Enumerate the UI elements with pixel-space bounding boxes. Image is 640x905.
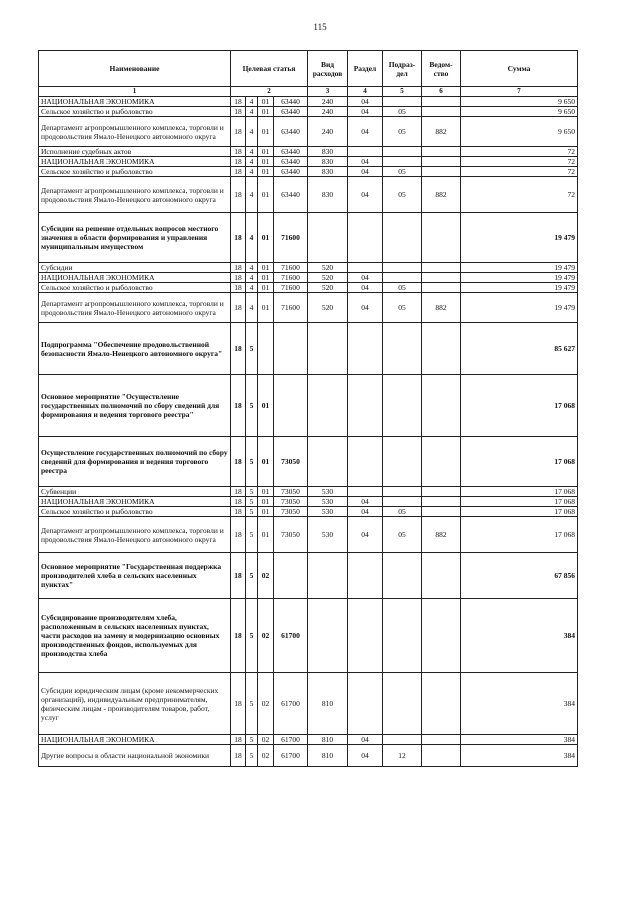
col-number: 3 (308, 87, 348, 97)
row-sum: 19 479 (461, 283, 578, 293)
row-code-a: 18 (231, 487, 246, 497)
page-number: 115 (313, 22, 327, 32)
row-code-c: 01 (258, 117, 274, 147)
row-section: 04 (348, 273, 383, 283)
table-row (39, 553, 578, 599)
row-code-b: 4 (246, 167, 258, 177)
row-sum: 72 (461, 147, 578, 157)
table-row (39, 673, 578, 735)
row-section (348, 263, 383, 273)
col-number: 7 (461, 87, 578, 97)
header-name: Наименование (39, 51, 231, 87)
row-code-d: 63440 (274, 107, 308, 117)
row-expense-type: 520 (308, 283, 348, 293)
row-code-b: 5 (246, 375, 258, 437)
row-code-a: 18 (231, 263, 246, 273)
row-dept (422, 167, 461, 177)
row-sum: 19 479 (461, 263, 578, 273)
row-subsection (383, 673, 422, 735)
row-expense-type: 530 (308, 507, 348, 517)
row-name: Департамент агропромышленного комплекса, торговли и продовольствия Ямало-Ненецкого автономного округа (39, 517, 231, 553)
row-name: НАЦИОНАЛЬНАЯ ЭКОНОМИКА (39, 497, 231, 507)
header-subsection: Подраз-дел (383, 51, 422, 87)
row-dept (422, 497, 461, 507)
row-expense-type: 830 (308, 147, 348, 157)
row-dept (422, 97, 461, 107)
col-number: 6 (422, 87, 461, 97)
table-body (39, 97, 578, 767)
row-sum: 17 068 (461, 507, 578, 517)
row-name: НАЦИОНАЛЬНАЯ ЭКОНОМИКА (39, 97, 231, 107)
table-row (39, 323, 578, 375)
row-code-a: 18 (231, 157, 246, 167)
row-dept (422, 735, 461, 745)
row-code-d: 61700 (274, 673, 308, 735)
row-dept (422, 283, 461, 293)
row-section: 04 (348, 497, 383, 507)
row-sum: 9 650 (461, 97, 578, 107)
row-name: Субсидии юридическим лицам (кроме некоммерческих организаций), индивидуальным предпринимателям, физическим лицам - производителям товаров, работ, услуг (39, 673, 231, 735)
row-code-a: 18 (231, 117, 246, 147)
budget-table (38, 50, 578, 767)
row-expense-type: 530 (308, 517, 348, 553)
row-dept (422, 507, 461, 517)
row-code-b: 4 (246, 283, 258, 293)
row-name: Исполнение судебных актов (39, 147, 231, 157)
row-section: 04 (348, 97, 383, 107)
row-sum: 9 650 (461, 107, 578, 117)
row-section: 04 (348, 107, 383, 117)
row-code-c: 01 (258, 375, 274, 437)
row-section: 04 (348, 517, 383, 553)
table-row (39, 147, 578, 157)
row-code-a: 18 (231, 167, 246, 177)
row-code-b: 5 (246, 507, 258, 517)
row-code-a: 18 (231, 273, 246, 283)
row-name: Департамент агропромышленного комплекса, торговли и продовольствия Ямало-Ненецкого автономного округа (39, 177, 231, 213)
row-code-d: 73050 (274, 437, 308, 487)
row-dept (422, 213, 461, 263)
row-code-b: 5 (246, 323, 258, 375)
row-code-c: 01 (258, 293, 274, 323)
row-code-b: 4 (246, 107, 258, 117)
column-number-row (39, 87, 578, 97)
row-subsection (383, 735, 422, 745)
row-subsection (383, 263, 422, 273)
row-subsection: 05 (383, 293, 422, 323)
row-expense-type: 530 (308, 497, 348, 507)
row-section: 04 (348, 745, 383, 767)
row-code-d: 73050 (274, 507, 308, 517)
row-dept: 882 (422, 517, 461, 553)
table-row (39, 507, 578, 517)
row-code-d: 63440 (274, 117, 308, 147)
row-section (348, 375, 383, 437)
row-code-c: 01 (258, 517, 274, 553)
row-subsection (383, 157, 422, 167)
row-code-b: 5 (246, 497, 258, 507)
col-number: 5 (383, 87, 422, 97)
row-section (348, 213, 383, 263)
row-code-a: 18 (231, 283, 246, 293)
row-name: НАЦИОНАЛЬНАЯ ЭКОНОМИКА (39, 273, 231, 283)
row-dept (422, 107, 461, 117)
row-code-c: 01 (258, 283, 274, 293)
row-section (348, 553, 383, 599)
row-sum: 85 627 (461, 323, 578, 375)
row-code-d: 71600 (274, 293, 308, 323)
row-code-c: 01 (258, 177, 274, 213)
row-section (348, 487, 383, 497)
row-code-b: 5 (246, 487, 258, 497)
header-sum: Сумма (461, 51, 578, 87)
row-name: Осуществление государственных полномочий по сбору сведений для формирования и ведения торгового реестра (39, 437, 231, 487)
row-code-a: 18 (231, 497, 246, 507)
row-subsection (383, 553, 422, 599)
header-type: Вид расходов (308, 51, 348, 87)
row-code-a: 18 (231, 437, 246, 487)
row-name: Сельское хозяйство и рыболовство (39, 107, 231, 117)
row-code-c: 01 (258, 107, 274, 117)
row-code-d: 71600 (274, 213, 308, 263)
row-expense-type: 810 (308, 745, 348, 767)
table-row (39, 293, 578, 323)
row-section: 04 (348, 507, 383, 517)
row-sum: 67 856 (461, 553, 578, 599)
row-code-c: 01 (258, 487, 274, 497)
col-number: 1 (39, 87, 231, 97)
row-sum: 384 (461, 673, 578, 735)
row-code-d: 71600 (274, 283, 308, 293)
table-row (39, 745, 578, 767)
row-name: Субвенции (39, 487, 231, 497)
row-subsection: 05 (383, 283, 422, 293)
table-row (39, 177, 578, 213)
row-expense-type (308, 437, 348, 487)
row-expense-type: 520 (308, 263, 348, 273)
table-row (39, 375, 578, 437)
row-name: Другие вопросы в области национальной экономики (39, 745, 231, 767)
row-code-d: 61700 (274, 745, 308, 767)
table-row (39, 283, 578, 293)
row-section: 04 (348, 117, 383, 147)
row-subsection (383, 487, 422, 497)
row-sum: 384 (461, 745, 578, 767)
row-sum: 19 479 (461, 213, 578, 263)
header-target: Целевая статья (231, 51, 308, 87)
row-dept (422, 157, 461, 167)
row-code-b: 4 (246, 97, 258, 107)
row-subsection: 05 (383, 177, 422, 213)
row-code-c: 02 (258, 599, 274, 673)
row-expense-type: 810 (308, 735, 348, 745)
row-section: 04 (348, 167, 383, 177)
row-code-c: 01 (258, 213, 274, 263)
row-sum: 9 650 (461, 117, 578, 147)
row-sum: 19 479 (461, 293, 578, 323)
row-name: Сельское хозяйство и рыболовство (39, 507, 231, 517)
row-dept: 882 (422, 293, 461, 323)
table-row (39, 213, 578, 263)
row-subsection (383, 97, 422, 107)
row-code-a: 18 (231, 517, 246, 553)
row-code-c (258, 323, 274, 375)
row-code-a: 18 (231, 107, 246, 117)
table-row (39, 263, 578, 273)
table-row (39, 487, 578, 497)
row-dept (422, 487, 461, 497)
row-code-b: 4 (246, 147, 258, 157)
row-code-d (274, 553, 308, 599)
row-name: НАЦИОНАЛЬНАЯ ЭКОНОМИКА (39, 157, 231, 167)
row-subsection: 05 (383, 107, 422, 117)
row-expense-type (308, 553, 348, 599)
row-name: Сельское хозяйство и рыболовство (39, 283, 231, 293)
row-subsection (383, 213, 422, 263)
row-code-b: 4 (246, 273, 258, 283)
row-code-a: 18 (231, 375, 246, 437)
row-code-c: 01 (258, 497, 274, 507)
table-row (39, 117, 578, 147)
row-dept (422, 673, 461, 735)
row-dept (422, 147, 461, 157)
row-sum: 72 (461, 177, 578, 213)
row-subsection (383, 375, 422, 437)
row-section (348, 437, 383, 487)
row-expense-type (308, 323, 348, 375)
row-code-d: 73050 (274, 487, 308, 497)
row-subsection: 12 (383, 745, 422, 767)
row-sum: 384 (461, 735, 578, 745)
row-code-b: 5 (246, 745, 258, 767)
row-code-d: 63440 (274, 147, 308, 157)
row-name: Субсидии (39, 263, 231, 273)
row-code-c: 02 (258, 745, 274, 767)
row-section: 04 (348, 177, 383, 213)
header-row (39, 51, 578, 87)
header-section: Раздел (348, 51, 383, 87)
row-code-a: 18 (231, 553, 246, 599)
row-expense-type: 520 (308, 293, 348, 323)
row-dept (422, 437, 461, 487)
row-code-b: 4 (246, 117, 258, 147)
row-sum: 72 (461, 167, 578, 177)
table-row (39, 97, 578, 107)
row-section (348, 599, 383, 673)
row-code-d: 61700 (274, 735, 308, 745)
row-name: Сельское хозяйство и рыболовство (39, 167, 231, 177)
row-expense-type: 240 (308, 107, 348, 117)
row-subsection: 05 (383, 507, 422, 517)
row-name: Субсидирование производителям хлеба, расположенным в сельских населенных пунктах, части расходов на замену и модернизацию основных производственных фондов, используемых для производства хлеба (39, 599, 231, 673)
row-sum: 384 (461, 599, 578, 673)
table-row (39, 735, 578, 745)
row-code-b: 5 (246, 673, 258, 735)
row-code-b: 5 (246, 735, 258, 745)
row-code-d: 61700 (274, 599, 308, 673)
row-dept (422, 375, 461, 437)
row-expense-type: 240 (308, 97, 348, 107)
row-name: Субсидии на решение отдельных вопросов местного значения в области формирования и управления муниципальным имуществом (39, 213, 231, 263)
row-code-a: 18 (231, 97, 246, 107)
row-code-c: 02 (258, 673, 274, 735)
row-sum: 17 068 (461, 375, 578, 437)
table-row (39, 437, 578, 487)
row-section: 04 (348, 293, 383, 323)
row-code-b: 4 (246, 177, 258, 213)
row-section (348, 323, 383, 375)
row-code-b: 4 (246, 157, 258, 167)
col-number: 4 (348, 87, 383, 97)
row-code-c: 01 (258, 263, 274, 273)
row-code-c: 01 (258, 273, 274, 283)
row-name: Подпрограмма "Обеспечение продовольственной безопасности Ямало-Ненецкого автономного округа" (39, 323, 231, 375)
row-code-d: 73050 (274, 497, 308, 507)
row-dept (422, 323, 461, 375)
row-code-a: 18 (231, 147, 246, 157)
row-code-c: 01 (258, 97, 274, 107)
row-code-d: 63440 (274, 157, 308, 167)
row-expense-type: 830 (308, 167, 348, 177)
row-code-d: 63440 (274, 167, 308, 177)
row-expense-type: 830 (308, 157, 348, 167)
row-expense-type: 240 (308, 117, 348, 147)
row-dept (422, 745, 461, 767)
row-dept (422, 599, 461, 673)
row-name: НАЦИОНАЛЬНАЯ ЭКОНОМИКА (39, 735, 231, 745)
row-sum: 19 479 (461, 273, 578, 283)
row-name: Департамент агропромышленного комплекса, торговли и продовольствия Ямало-Ненецкого автономного округа (39, 117, 231, 147)
row-code-c: 01 (258, 167, 274, 177)
row-code-a: 18 (231, 293, 246, 323)
row-section (348, 673, 383, 735)
row-code-c: 01 (258, 147, 274, 157)
row-code-a: 18 (231, 323, 246, 375)
col-number: 2 (231, 87, 308, 97)
row-name: Департамент агропромышленного комплекса, торговли и продовольствия Ямало-Ненецкого автономного округа (39, 293, 231, 323)
row-expense-type: 530 (308, 487, 348, 497)
row-code-b: 4 (246, 293, 258, 323)
table-row (39, 599, 578, 673)
row-expense-type (308, 375, 348, 437)
row-code-a: 18 (231, 177, 246, 213)
row-dept (422, 273, 461, 283)
row-subsection (383, 273, 422, 283)
row-code-c: 02 (258, 735, 274, 745)
row-sum: 17 068 (461, 487, 578, 497)
row-code-b: 5 (246, 553, 258, 599)
row-code-c: 01 (258, 157, 274, 167)
row-expense-type: 520 (308, 273, 348, 283)
row-dept (422, 553, 461, 599)
row-code-a: 18 (231, 673, 246, 735)
table-row (39, 167, 578, 177)
table-row (39, 497, 578, 507)
row-subsection: 05 (383, 517, 422, 553)
row-code-b: 5 (246, 437, 258, 487)
table-row (39, 107, 578, 117)
row-code-a: 18 (231, 507, 246, 517)
row-code-a: 18 (231, 745, 246, 767)
row-dept: 882 (422, 177, 461, 213)
table-row (39, 273, 578, 283)
row-code-b: 4 (246, 213, 258, 263)
row-subsection (383, 599, 422, 673)
row-sum: 17 068 (461, 437, 578, 487)
row-code-b: 5 (246, 599, 258, 673)
row-code-d: 73050 (274, 517, 308, 553)
row-subsection (383, 323, 422, 375)
row-subsection (383, 437, 422, 487)
row-section: 04 (348, 283, 383, 293)
row-sum: 17 068 (461, 517, 578, 553)
row-dept: 882 (422, 117, 461, 147)
row-code-d: 63440 (274, 177, 308, 213)
row-code-d (274, 323, 308, 375)
row-section: 04 (348, 157, 383, 167)
row-code-b: 4 (246, 263, 258, 273)
row-sum: 72 (461, 157, 578, 167)
row-expense-type: 830 (308, 177, 348, 213)
row-subsection: 05 (383, 167, 422, 177)
row-subsection (383, 147, 422, 157)
table-row (39, 157, 578, 167)
row-code-a: 18 (231, 599, 246, 673)
table-row (39, 517, 578, 553)
header-dept: Ведом-ство (422, 51, 461, 87)
row-expense-type (308, 213, 348, 263)
row-code-c: 02 (258, 553, 274, 599)
row-subsection: 05 (383, 117, 422, 147)
row-code-d: 63440 (274, 97, 308, 107)
row-expense-type (308, 599, 348, 673)
row-code-a: 18 (231, 735, 246, 745)
row-expense-type: 810 (308, 673, 348, 735)
row-code-d: 71600 (274, 263, 308, 273)
row-code-d: 71600 (274, 273, 308, 283)
row-dept (422, 263, 461, 273)
row-name: Основное мероприятие "Осуществление государственных полномочий по сбору сведений для формирования и ведения торгового реестра" (39, 375, 231, 437)
row-section: 04 (348, 735, 383, 745)
row-subsection (383, 497, 422, 507)
row-code-d (274, 375, 308, 437)
row-code-a: 18 (231, 213, 246, 263)
row-code-c: 01 (258, 437, 274, 487)
row-code-b: 5 (246, 517, 258, 553)
row-code-c: 01 (258, 507, 274, 517)
row-section (348, 147, 383, 157)
row-sum: 17 068 (461, 497, 578, 507)
row-name: Основное мероприятие "Государственная поддержка производителей хлеба в сельских населенных пунктах" (39, 553, 231, 599)
